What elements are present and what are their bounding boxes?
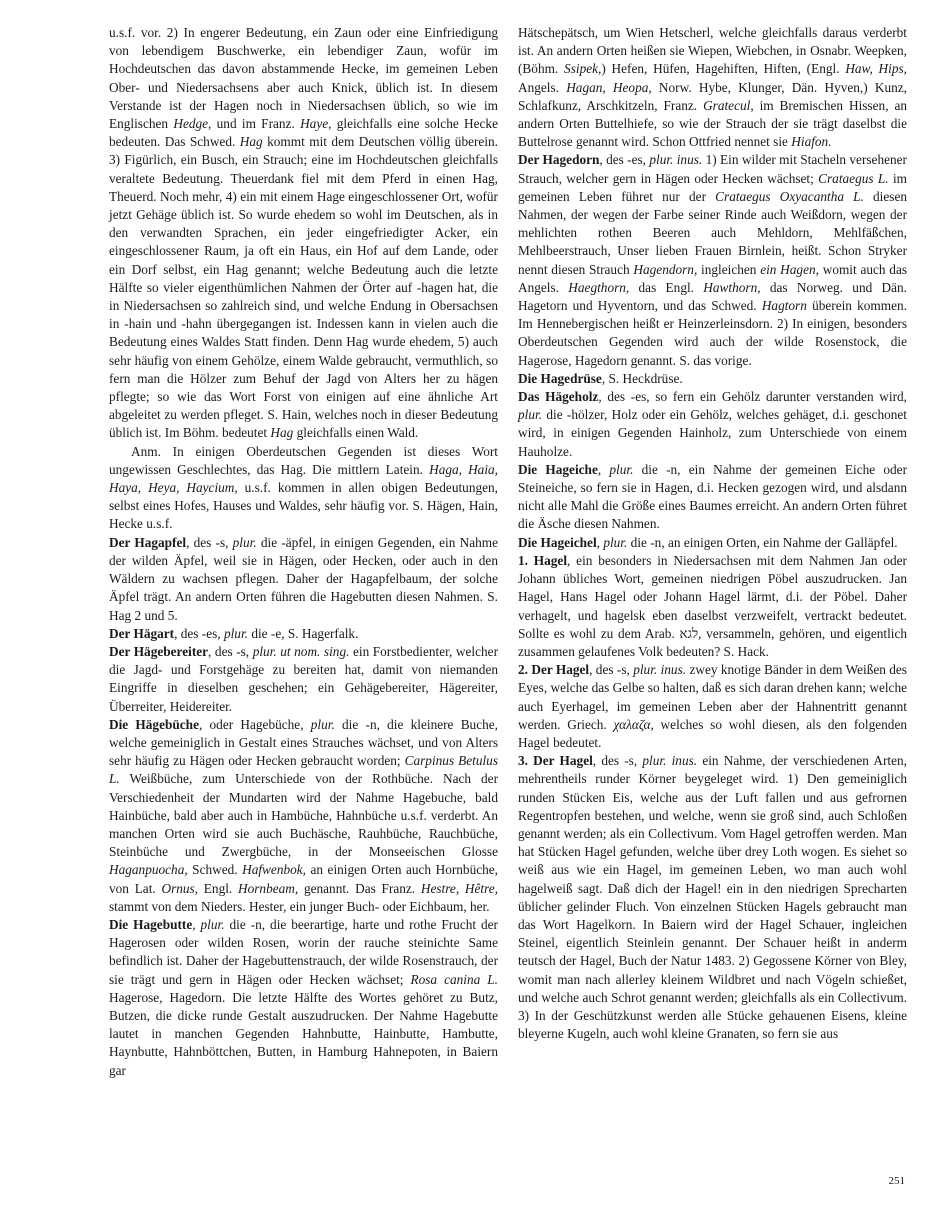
italic-term: Hornbeam, <box>238 880 299 896</box>
italic-term: Hagan, Heopa, <box>566 79 652 95</box>
text-run: , des -s, <box>592 753 643 769</box>
text-run: das Engl. <box>629 279 704 295</box>
text-run: , S. Heckdrüse. <box>601 370 683 386</box>
dictionary-paragraph <box>109 24 498 443</box>
dictionary-paragraph <box>518 151 907 369</box>
italic-term: Carpinus Betulus L. <box>109 753 498 787</box>
text-run: welches so wohl diesen, als den folgenden Hagel bedeutet. <box>518 716 907 750</box>
text-run: die -äpfel, in einigen Gegenden, ein Nahme der wilden Äpfel, weil sie in Hägen, oder Hecken, oder auch in den Wäldern zu wachsen pflegen. Daher der Hagapfelbaum, der solche Äpfel trägt. An andern Orten führen die Hagebutten diesen Nahmen. S. Hag 2 und 5. <box>109 534 498 623</box>
text-run: die -n, an einigen Orten, ein Nahme der Galläpfel. <box>627 534 898 550</box>
text-run: überein kommen. Im Hennebergischen heißt er Heinzerleinsdorn. 2) In einigen, besonders Oberdeutschen Gegenden wird auch der wilde Rosenstock, die Hagerose, Hagedorn genannt. S. das vorige. <box>518 298 907 368</box>
text-run: Weißbüche, zum Unterschiede von der Rothbüche. Nach der Verschiedenheit der Mundarten wird der Nahme Hagebuche, bald Hainbüche, bald aber auch in Hambüche, Hahnbüche u.s.f. verderbt. An manchen Orten wird sie auch Buchäsche, Rauhbüche, Rauchbüche, Steinbüche und Zwergbüche, in der Monseeischen Glosse <box>109 771 498 860</box>
text-run: , des -es, <box>174 625 224 641</box>
italic-term: plur. <box>609 461 634 477</box>
text-run: Hagerose, Hagedorn. Die letzte Hälfte des Wortes gehöret zu Butz, Butzen, die dicke runde Gestalt auszudrucken. Der Nahme Hagebutte lautet in manchen Gegenden Hahnbutte, Hainbutte, Hambutte, Haynbutte, Hahnböttchen, Butten, in Hamburg Hahnepoten, in Baiern gar <box>109 989 498 1078</box>
text-run: das Norweg. und Dän. Hagetorn und Hyventorn, und das Schwed. <box>518 279 907 314</box>
dictionary-paragraph <box>518 661 907 752</box>
dictionary-paragraph <box>109 916 498 1080</box>
text-run: Norw. Hybe, Klunger, Dän. Hyven,) Kunz, Schlafkunz, Arschkitzeln, Franz. <box>518 79 907 113</box>
right-column <box>518 24 907 1043</box>
entry-headword: Die Hagebutte <box>109 916 193 932</box>
text-run: Anm. In einigen Oberdeutschen Gegenden ist dieses Wort ungewissen Geschlechtes, das Hag. Die mittlern Latein. <box>109 443 498 477</box>
left-column <box>109 24 498 1080</box>
page-number: 251 <box>888 1175 905 1187</box>
text-run: stammt von dem Nieders. Hester, ein junger Buch- oder Eichbaum, her. <box>109 898 490 914</box>
dictionary-paragraph <box>518 752 907 1043</box>
text-run: , des -es, <box>599 152 650 168</box>
text-run: die -e, S. Hagerfalk. <box>248 625 359 641</box>
italic-term: Ssipek, <box>564 61 602 77</box>
italic-term: Hedge, <box>173 116 212 132</box>
italic-term: plur. <box>232 534 257 550</box>
text-run: , ein besonders in Niedersachsen mit dem Nahmen Jan oder Johann übliches Wort, gemeinen niedrigen Pöbel auszudrucken. Jan Hagel, Hans Hagel oder Johann Hagel lärmt, d.i. der Pöbel. Daher verhagelt, und hagelsk eben daselbst verzweifelt, vertrackt bedeutet. Sollte es wohl zu dem Arab. לגא, versammeln, gehören, und eigentlich zusammen gelaufenes Volk bedeuten? S. Hack. <box>518 552 908 659</box>
text-run: Schwed. <box>187 862 243 878</box>
italic-term: Hestre, Hêtre, <box>420 880 499 896</box>
text-run: an einigen Orten auch Hornbüche, von Lat. <box>109 862 498 896</box>
italic-term: Ornus, <box>161 880 199 896</box>
entry-headword: Die Hageiche <box>518 461 598 477</box>
text-run: ) Hefen, Hüfen, Hagehiften, Hiften, (Engl. <box>601 61 846 77</box>
italic-term: plur. <box>518 407 543 423</box>
text-run: , oder Hagebüche, <box>198 716 311 732</box>
entry-headword: Das Hägeholz <box>518 389 599 405</box>
text-run: , des -s, <box>208 643 253 659</box>
dictionary-paragraph <box>109 643 498 716</box>
entry-headword: Die Hageichel <box>518 534 597 550</box>
text-run: , <box>192 916 201 932</box>
text-run: im Bremischen Hissen, an andern Orten Buttelhiefe, so wie der Strauch der sie trägt daselbst die Buttelrose genannt wird. Schon Ottfried nennet sie <box>518 97 907 150</box>
text-run: Engl. <box>198 880 238 896</box>
entry-headword: Die Hagedrüse <box>518 370 602 386</box>
italic-term: plur. inus. <box>649 152 703 168</box>
entry-headword: 2. Der Hagel <box>518 662 590 678</box>
text-run: die -n, die kleinere Buche, welche gemeiniglich in Gestalt eines Strauches wächset, und von Alters sehr häufig zu Hägen oder Hecken gebraucht worden; <box>109 716 498 769</box>
text-run: , <box>596 534 604 550</box>
dictionary-paragraph <box>518 461 907 534</box>
text-run: im gemeinen Leben führet nur der <box>518 170 907 204</box>
dictionary-paragraph <box>518 388 907 461</box>
entry-headword: 3. Der Hagel <box>518 753 593 769</box>
dictionary-paragraph <box>518 552 907 661</box>
dictionary-paragraph <box>518 24 907 151</box>
italic-term: plur. inus. <box>633 662 687 678</box>
text-run: u.s.f. vor. 2) In engerer Bedeutung, ein Zaun oder eine Einfriedigung von lebendigem Buschwerke, ein lebendiger Zaun, wofür im Hochdeutschen das davon abstammende Hecke, im gemeinen Leben Ober- und Niedersachsens aber auch Knick, üblich ist. In diesem Verstande ist der Hagen noch in Niedersachsen üblich, so wie im Englischen <box>109 25 498 132</box>
italic-term: Hagendorn, <box>633 261 698 277</box>
italic-term: Haganpuocha, <box>109 862 188 878</box>
text-run: gleichfalls einen Wald. <box>293 425 419 441</box>
text-run: Hätschepätsch, um Wien Hetscherl, welche gleichfalls daraus verderbt ist. An andern Orten heißen sie Wiepen, Wiebchen, in Osnabr. Weepken, (Böhm. <box>518 25 907 77</box>
italic-term: Hag <box>270 425 294 441</box>
italic-term: ein Hagen, <box>760 261 819 277</box>
text-run: ein Forstbedienter, welcher die Jagd- und Forstgehäge zu bereiten hat, damit von niemanden Eingriffe in dieselben geschehen; ein Gehägebereiter, Hägereiter, Überreiter, Heidereiter. <box>109 643 498 714</box>
italic-term: Hawthorn, <box>703 279 761 295</box>
text-run: genannt. Das Franz. <box>298 880 421 896</box>
text-run: die -n, die beerartige, harte und rothe Frucht der Hagerosen oder wilden Rosen, worin der rauche steinichte Same befindlich ist. Daher der Hagebuttenstrauch, der wilde Rosenstrauch, der sie trägt und gern in Hägen oder Hecken wächset; <box>109 916 498 987</box>
entry-headword: Der Hagapfel <box>109 534 187 550</box>
italic-term: Crataegus L. <box>818 170 889 186</box>
text-run: ingleichen <box>697 261 761 277</box>
italic-term: Hag <box>239 134 263 150</box>
italic-term: χαλαζα, <box>613 716 654 732</box>
italic-term: Hafwenbok, <box>242 862 306 878</box>
text-run: , des -s, <box>589 662 634 678</box>
italic-term: Haga, Haia, Haya, Heya, Haycium, <box>109 461 498 496</box>
text-run: diesen Nahmen, der wegen der Farbe seiner Rinde auch Weißdorn, wegen der mehlichten rothen Beeren auch Mehldorn, Mehlfäßchen, Mehlbeerstrauch, Unser lieben Frauen Birnlein, heißt. Schon Stryker nennt diesen Strauch <box>518 188 908 277</box>
dictionary-paragraph <box>109 625 498 643</box>
text-run: die -n, ein Nahme der gemeinen Eiche oder Steineiche, so fern sie in Hagen, d.i. Hecken gezogen wird, und alsdann nicht alle Mahl die Größe eines Baumes erreicht. An andern Orten führet die Äsche diesen Nahmen. <box>518 461 907 532</box>
text-run: , des -es, so fern ein Gehölz darunter verstanden wird, <box>598 389 907 405</box>
dictionary-paragraph <box>518 534 907 552</box>
text-run: kommt mit dem Deutschen völlig überein. 3) Figürlich, ein Busch, ein Strauch; eine im Hochdeutschen gleichfalls veraltete Bedeutung. Theuerdank fiel mit dem Pferd in einen Hag, Theuerd. Noch mehr, 4) ein mit einem Hage eingeschlossener Ort, wofür jetzt Gehäge üblich ist. So wurde ehedem so wohl im Deutschen, als in den verwandten Sprachen, ein jeder eingefriedigter Acker, ein eingeschlossener Raum, ja oft ein Haus, ein Hof auf dem Lande, oder ein Dorf selbst, ein Hag genannt; welche Bedeutung auch die letzte Hälfte so vieler eigenthümlichen Nahmen der Örter auf -hagen hat, die in Niedersachsen so zahlreich sind, und welche Endung in Obersachsen in -hain und -hahn übergegangen ist. Indessen kann in vielen auch die Bedeutung eines Waldes Statt finden. Denn Hag wurde ehedem, 5) auch sehr häufig von einem Gehölze, einem Walde gebraucht, vermuthlich, so fern man die Hölzer zum Behuf der Jagd von Alters her zu hägen pflegte; so wie das Wort Forst von einigen auf eine ähnliche Art abgeleitet zu werden pfleget. S. Hain, welches noch in dieser Bedeutung üblich ist. Im Böhm. bedeutet <box>109 134 498 441</box>
italic-term: Crataegus Oxyacantha L. <box>715 188 864 204</box>
italic-term: plur. <box>223 625 248 641</box>
dictionary-paragraph <box>109 534 498 625</box>
italic-term: Gratecul, <box>703 97 754 113</box>
italic-term: plur. <box>603 534 628 550</box>
italic-term: Hagtorn <box>761 298 807 314</box>
text-run: die -hölzer, Holz oder ein Gehölz, welches gehäget, d.i. geschonet wird, in einigen Gegenden Hainholz, zum Unterschiede von einem Hauholze. <box>518 407 907 459</box>
italic-term: plur. <box>200 916 225 932</box>
italic-term: plur. ut nom. sing. <box>252 643 350 659</box>
entry-headword: Die Hägebüche <box>109 716 199 732</box>
text-run: , des -s, <box>186 534 233 550</box>
text-run: gleichfalls eine solche Hecke bedeuten. Das Schwed. <box>109 116 498 150</box>
italic-term: Haegthorn, <box>568 279 630 295</box>
italic-term: Haw, Hips, <box>845 61 908 77</box>
entry-headword: Der Hagedorn <box>518 152 600 168</box>
italic-term: Haye, <box>300 116 332 132</box>
text-run: zwey knotige Bänder in dem Weißen des Eyes, welche das Gelbe so halten, daß es sich daran drehen kann; welche auch Eyerhagel, im gemeinen Leben aber der Hahnentritt genannt werden. Griech. <box>518 662 907 732</box>
dictionary-paragraph <box>109 443 498 534</box>
text-run: ein Nahme, der verschiedenen Arten, mehrentheils runder Körner beygeleget wird. 1) Den gemeiniglich runden Stücken Eis, welche aus der Luft fallen und aus gefrornen Regentropfen bestehen, und welche, wenn sie groß sind, auch Schloßen genannt werden; als ein Collectivum. Vom Hagel getroffen werden. Man hat Stücken Hagel gefunden, welche über drey Loth wogen. Es siehet so weiß aus wie ein Hagel, im gemeinen Leben, wo man auch wohl hagelweiß sagt. Daß dich der Hagel! ein in den niedrigen Sprecharten üblicher gelinder Fluch. Von einzelnen Stücken Hagels gebraucht man das Wort Hagelkorn. In Baiern wird der Hagel Schauer, ingleichen Steinel, eigentlich Steinlein genannt. Der Schauer heißt in anderm teutsch der Hagel, Buch der Natur 1483. 2) Gegossene Körner von Bley, womit man nach allerley kleinem Wildbret und nach Vögeln schießet, und welche auch Schrot genannt werden; gleichfalls als ein Collectivum. 3) In der Geschützkunst werden alle Stücke gehauenen Eisens, kleine bleyerne Kugeln, auch wohl kleine Granaten, so fern sie aus <box>518 753 907 1042</box>
text-run: u.s.f. kommen in allen obigen Bedeutungen, selbst eines Hofes, Hauses und Waldes, sehr häufig vor. S. Hägen, Hain, Hecke u.s.f. <box>109 480 498 532</box>
italic-term: Hiafon. <box>791 134 832 150</box>
text-run: 1) Ein wilder mit Stacheln versehener Strauch, welcher gern in Hägen oder Hecken wächset; <box>518 152 907 186</box>
italic-term: Rosa canina L. <box>410 971 498 987</box>
text-run: und im Franz. <box>211 116 301 132</box>
text-run: , <box>597 461 610 477</box>
entry-headword: Der Hägart <box>109 625 175 641</box>
text-run: womit auch das Angels. <box>518 261 908 295</box>
italic-term: plur. <box>310 716 335 732</box>
dictionary-paragraph <box>518 370 907 388</box>
italic-term: plur. inus. <box>642 753 698 769</box>
entry-headword: Der Hägebereiter <box>109 643 209 659</box>
text-run: Angels. <box>518 79 567 95</box>
dictionary-paragraph <box>109 716 498 916</box>
entry-headword: 1. Hagel <box>518 552 568 568</box>
